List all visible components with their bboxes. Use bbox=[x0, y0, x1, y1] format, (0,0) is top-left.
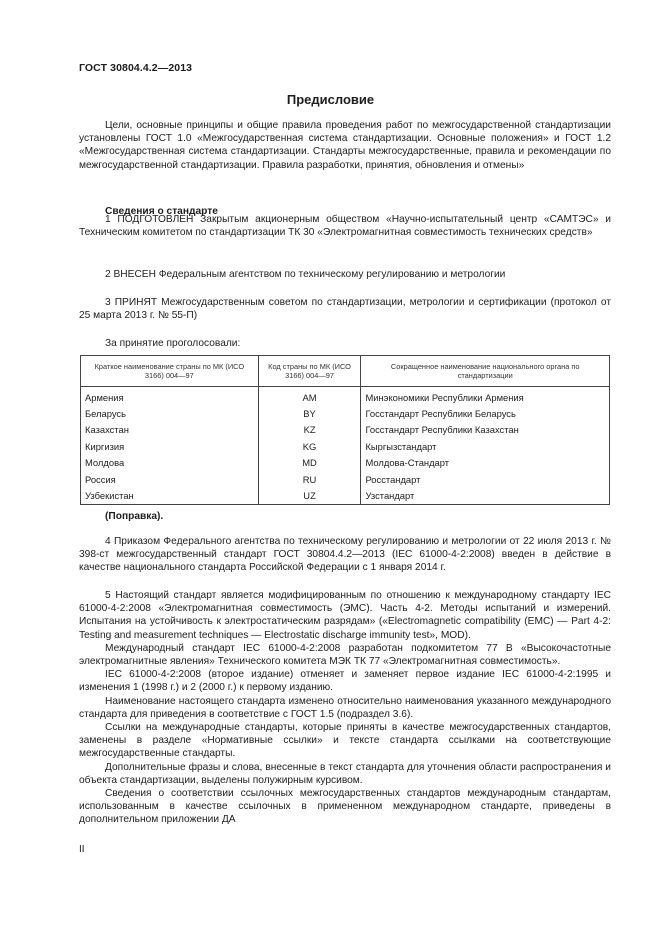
item-order: 4 Приказом Федерального агентства по техническому регулированию и метрологии от 22 июля 2013 г. № 398-ст межгосударственный стандарт ГОСТ 30804.4.2—2013 (IEC 61000-4-2:2008) введен в действие в качестве национального стандарта Российской Федерации с 1 января 2014 г. bbox=[79, 536, 611, 574]
intro-paragraph: Цели, основные принципы и общие правила проведения работ по межгосударственной стандартизации установлены ГОСТ 1.0 «Межгосударственная система стандартизации. Основные положения» и ГОСТ 1.2 «Межгосударственная система стандартизации. Стандарты межгосударственные, правила и рекомендации по межгосударственной стандартизации. Правила разработки, принятия, обновления и отмены» bbox=[79, 120, 611, 171]
table-row bbox=[81, 455, 610, 471]
cell-body: Молдова-Стандарт bbox=[361, 455, 610, 471]
cell-code: KZ bbox=[258, 422, 361, 438]
table-row bbox=[81, 422, 610, 438]
cell-code: RU bbox=[258, 471, 361, 487]
cell-country: Узбекистан bbox=[81, 487, 259, 504]
column-header-body: Сокращенное наименование национального органа по стандартизации bbox=[361, 356, 610, 387]
item-2-block bbox=[79, 268, 611, 281]
cell-country: Молдова bbox=[81, 455, 259, 471]
item5-paragraph: IEC 61000-4-2:2008 (второе издание) отменяет и заменяет первое издание IEC 61000-4-2:1995 и изменения 1 (1998 г.) и 2 (2000 г.) к первому изданию. bbox=[79, 669, 611, 694]
document-header: ГОСТ 30804.4.2—2013 bbox=[79, 62, 193, 74]
item-prepared: 1 ПОДГОТОВЛЕН Закрытым акционерным обществом «Научно-испытательный центр «САМТЭС» и Техническим комитетом по стандартизации ТК 30 «Электромагнитная совместимость технических средств» bbox=[79, 214, 611, 239]
cell-code: MD bbox=[258, 455, 361, 471]
item-4-block bbox=[79, 535, 611, 575]
column-header-code: Код страны по МК (ИСО 3166) 004—97 bbox=[258, 356, 361, 387]
item5-paragraph: Ссылки на международные стандарты, которые приняты в качестве межгосударственных стандартов, заменены в разделе «Нормативные ссылки» и тексте стандарта ссылками на соответствующие межгосударственные стандарты. bbox=[79, 722, 611, 760]
item-5-block bbox=[79, 589, 611, 827]
item5-paragraph: Сведения о соответствии ссылочных межгосударственных стандартов международным стандартам, использованным в качестве ссылочных в примененном международном стандарте, приведены в дополнительном приложении ДА bbox=[79, 788, 611, 826]
item-introduced: 2 ВНЕСЕН Федеральным агентством по техническому регулированию и метрологии bbox=[105, 269, 506, 280]
column-header-country: Краткое наименование страны по МК (ИСО 3166) 004—97 bbox=[81, 356, 259, 387]
cell-country: Армения bbox=[81, 387, 259, 406]
page-title: Предисловие bbox=[286, 92, 375, 107]
cell-body: Госстандарт Республики Беларусь bbox=[361, 405, 610, 421]
table-row bbox=[81, 487, 610, 504]
section-heading: Сведения о стандарте bbox=[105, 206, 218, 218]
item-3-block bbox=[79, 296, 611, 322]
vote-label-block bbox=[79, 337, 611, 350]
cell-country: Россия bbox=[81, 471, 259, 487]
voting-table bbox=[80, 355, 610, 505]
amendment-note: (Поправка). bbox=[105, 511, 164, 522]
cell-body: Узстандарт bbox=[361, 487, 610, 504]
item5-paragraph: Дополнительные фразы и слова, внесенные в текст стандарта для уточнения области распространения и объекта стандартизации, выделены полужирным курсивом. bbox=[79, 761, 611, 786]
cell-country: Казахстан bbox=[81, 422, 259, 438]
cell-body: Росстандарт bbox=[361, 471, 610, 487]
vote-label: За принятие проголосовали: bbox=[105, 338, 241, 349]
intro-block bbox=[79, 119, 611, 172]
cell-body: Минэкономики Республики Армения bbox=[361, 387, 610, 406]
page-number: II bbox=[79, 844, 85, 855]
cell-code: UZ bbox=[258, 487, 361, 504]
cell-code: KG bbox=[258, 438, 361, 454]
cell-country: Киргизия bbox=[81, 438, 259, 454]
item-adopted: 3 ПРИНЯТ Межгосударственным советом по стандартизации, метрологии и сертификации (протокол от 25 марта 2013 г. № 55-П) bbox=[79, 297, 611, 322]
table-row bbox=[81, 405, 610, 421]
table-row bbox=[81, 438, 610, 454]
cell-body: Кыргызстандарт bbox=[361, 438, 610, 454]
cell-code: BY bbox=[258, 405, 361, 421]
item-1-block bbox=[79, 213, 611, 239]
table-header-row bbox=[81, 356, 610, 387]
item5-paragraph: 5 Настоящий стандарт является модифицированным по отношению к международному стандарту IEC 61000-4-2:2008 «Электромагнитная совместимость (ЭМС). Часть 4-2. Методы испытаний и измерений. Испытания на устойчивость к электростатическим разрядам» («Electromagnetic compatibility (EMC) — Part 4-2: Testing and measurement techniques — Electrostatic discharge immunity test», MOD). bbox=[79, 590, 611, 641]
cell-body: Госстандарт Республики Казахстан bbox=[361, 422, 610, 438]
amendment-block bbox=[79, 510, 611, 523]
item5-paragraph: Наименование настоящего стандарта изменено относительно наименования указанного международного стандарта для приведения в соответствие с ГОСТ 1.5 (подраздел 3.6). bbox=[79, 695, 611, 720]
item5-paragraph: Международный стандарт IEC 61000-4-2:2008 разработан подкомитетом 77 В «Высокочастотные электромагнитные явления» Технического комитета МЭК ТК 77 «Электромагнитная совместимость». bbox=[79, 642, 611, 668]
cell-code: AM bbox=[258, 387, 361, 406]
table-row bbox=[81, 471, 610, 487]
table-row bbox=[81, 387, 610, 406]
cell-country: Беларусь bbox=[81, 405, 259, 421]
